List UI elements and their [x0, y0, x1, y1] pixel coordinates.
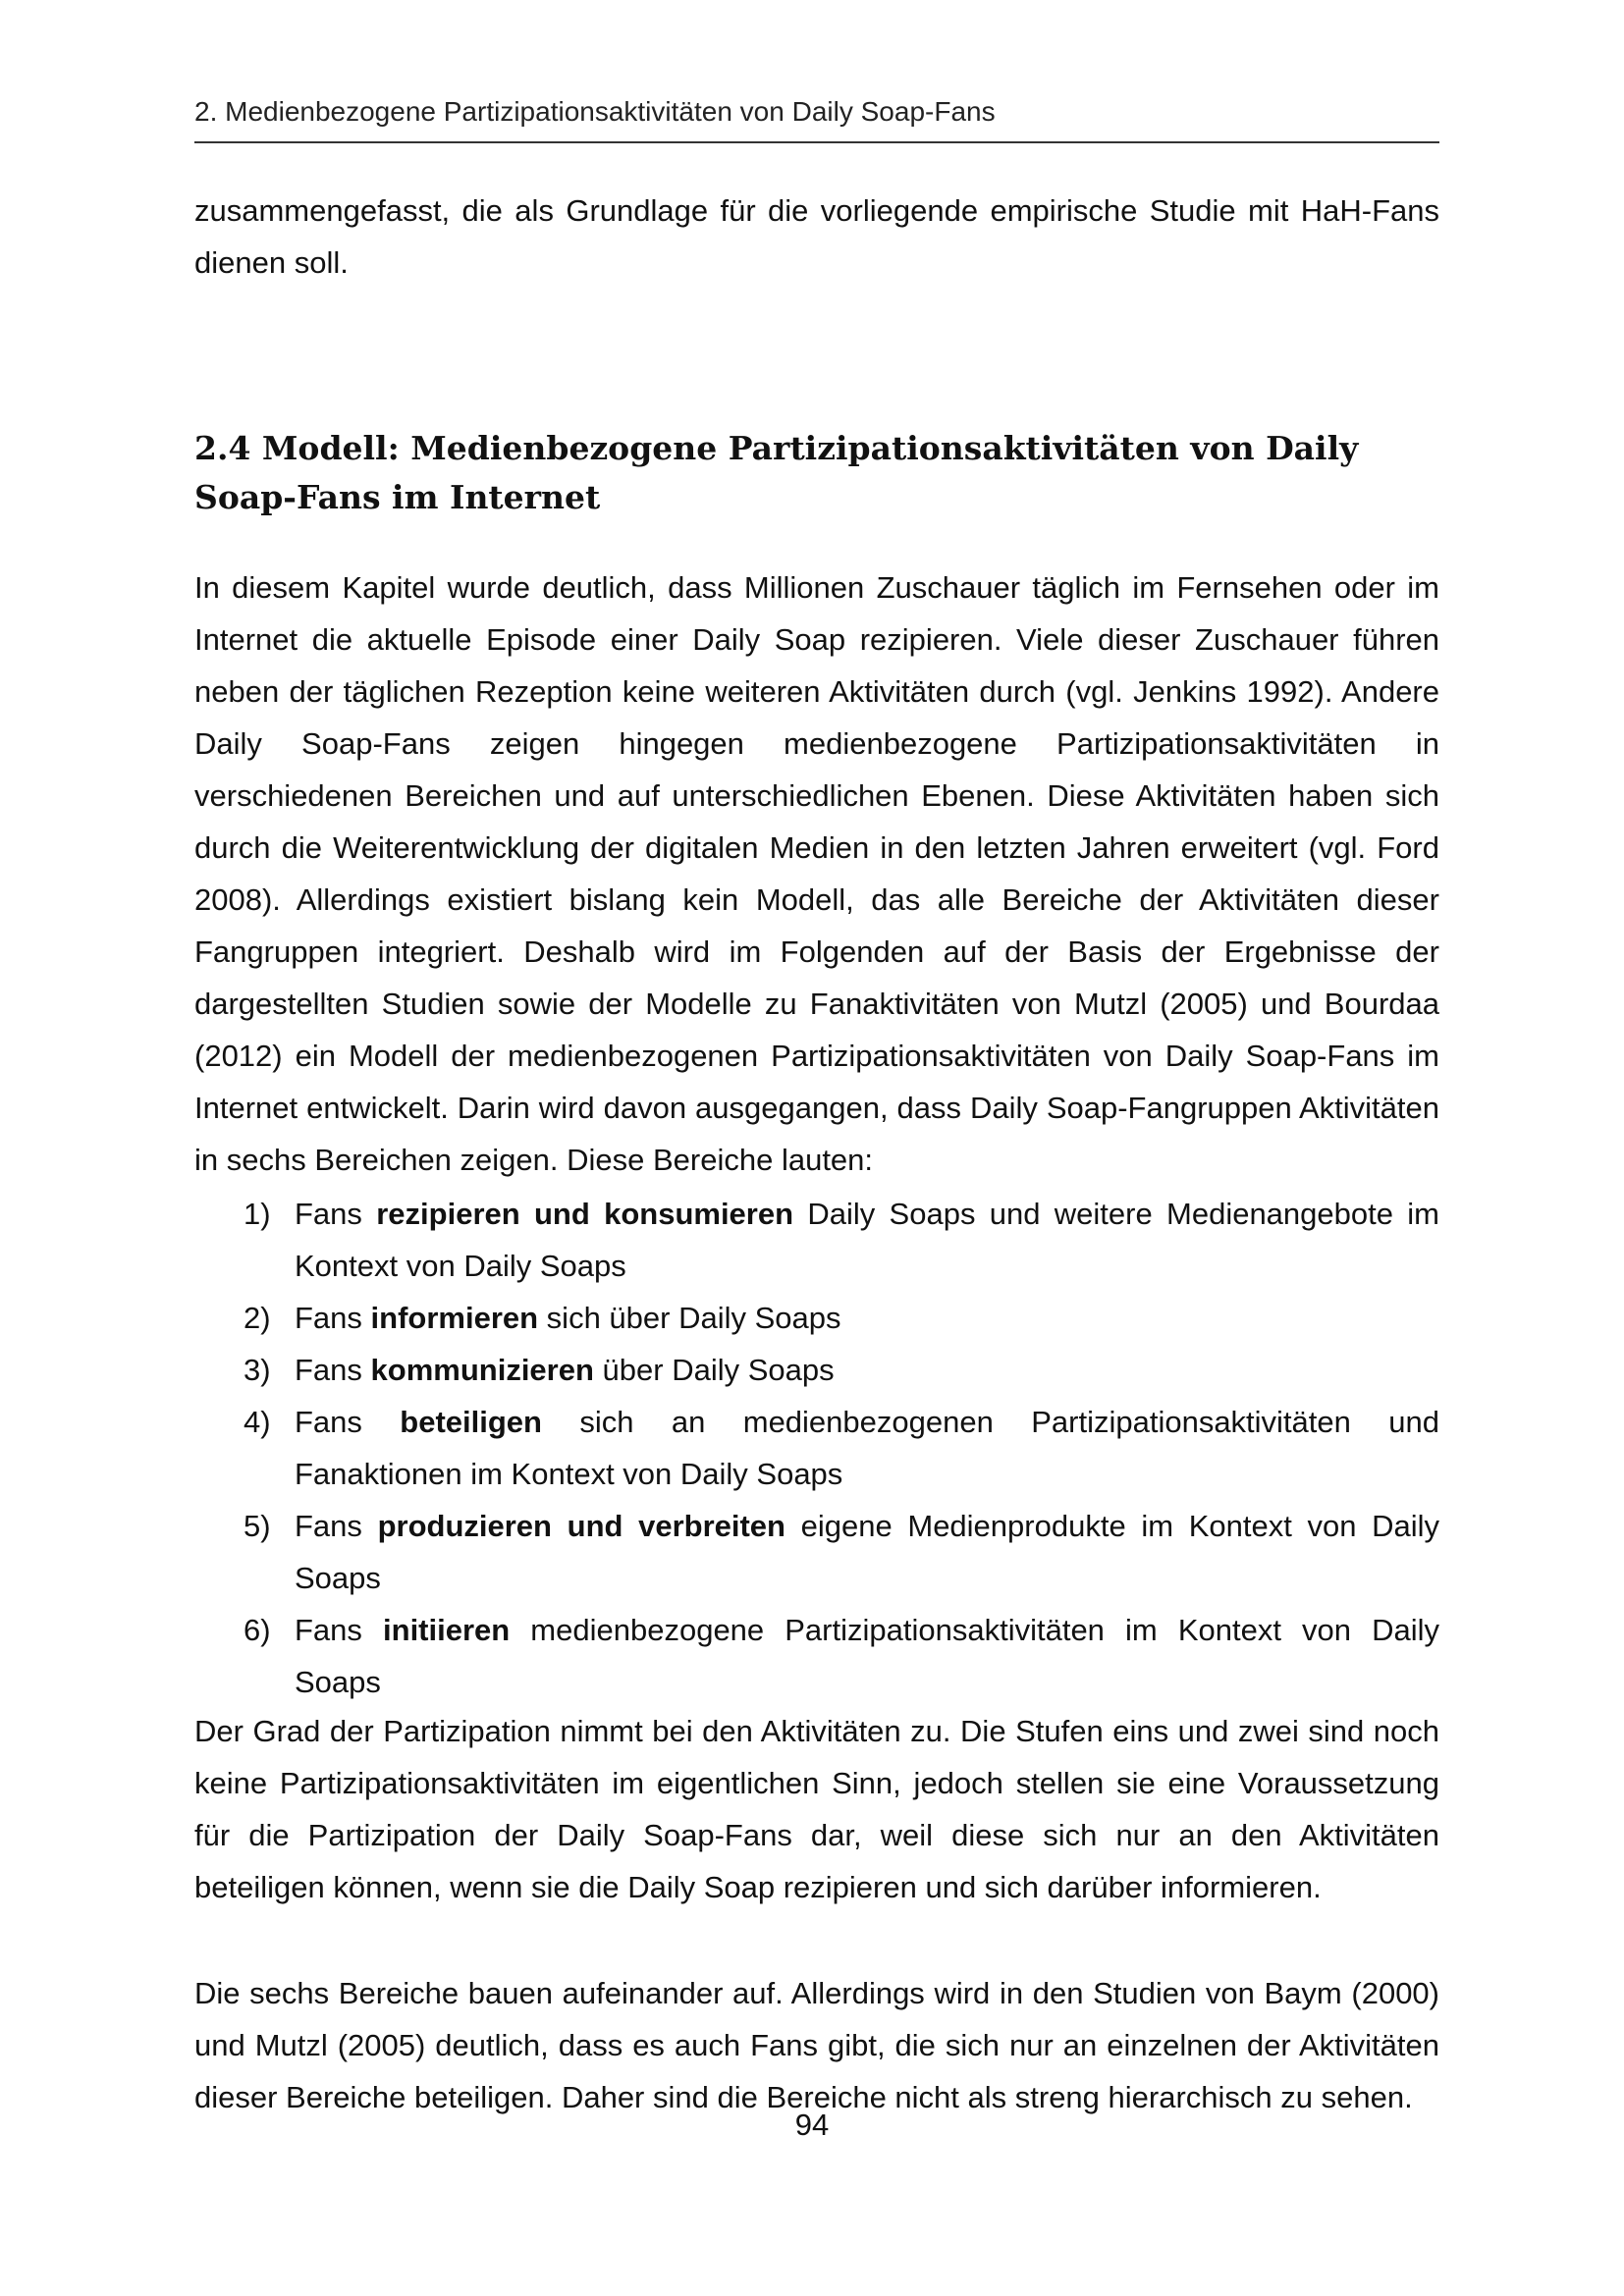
list-item-keyword: informieren	[370, 1301, 539, 1335]
list-item	[194, 1188, 1439, 1292]
list-item-prefix: Fans	[295, 1197, 377, 1231]
list-item-text: Daily Soaps und weitere Medienangebote im Kontext von Daily Soaps	[295, 1197, 1439, 1283]
page-number: 94	[794, 2108, 830, 2142]
list-item	[194, 1500, 1439, 1604]
list-item-prefix: Fans	[295, 1405, 401, 1439]
list-item-number: 4)	[244, 1405, 271, 1439]
list-item-prefix: Fans	[295, 1509, 378, 1543]
list-item-text: über Daily Soaps	[593, 1353, 835, 1387]
participation-degree-paragraph: Der Grad der Partizipation nimmt bei den Aktivitäten zu. Die Stufen eins und zwei sind noch keine Partizipationsaktivitäten im eigentlichen Sinn, jedoch stellen sie eine Voraussetzung für die Partizipation der Daily Soap-Fans dar, weil diese sich nur an den Aktivitäten beteiligen können, wenn sie die Daily Soap rezipieren und sich darüber informieren.	[194, 1714, 1439, 1904]
list-item	[194, 1344, 1439, 1396]
list-item-keyword: initiieren	[383, 1613, 511, 1647]
list-item-keyword: beteiligen	[400, 1405, 542, 1439]
header-rule	[194, 141, 1439, 143]
list-item-number: 1)	[244, 1197, 271, 1231]
list-item-text: medienbezogene Partizipationsaktivitäten im Kontext von Daily Soaps	[295, 1613, 1440, 1699]
list-item-keyword: produzieren und verbreiten	[377, 1509, 785, 1543]
activity-areas-list	[194, 1188, 1439, 1708]
main-paragraph: In diesem Kapitel wurde deutlich, dass Millionen Zuschauer täglich im Fernsehen oder im Internet die aktuelle Episode einer Daily Soap rezipieren. Viele dieser Zuschauer führen neben der täglichen Rezeption keine weiteren Aktivitäten durch (vgl. Jenkins 1992). Andere Daily Soap-Fans zeigen hingegen medienbezogene Partizipationsaktivitäten in verschiedenen Bereichen und auf unterschiedlichen Ebenen. Diese Aktivitäten haben sich durch die Weiterentwicklung der digitalen Medien in den letzten Jahren erweitert (vgl. Ford 2008). Allerdings existiert bislang kein Modell, das alle Bereiche der Aktivitäten dieser Fangruppen integriert. Deshalb wird im Folgenden auf der Basis der Ergebnisse der dargestellten Studien sowie der Modelle zu Fanaktivitäten von Mutzl (2005) und Bourdaa (2012) ein Modell der medienbezogenen Partizipationsaktivitäten von Daily Soap-Fans im Internet entwickelt. Darin wird davon ausgegangen, dass Daily Soap-Fangruppen Aktivitäten in sechs Bereichen zeigen. Diese Bereiche lauten:	[194, 570, 1439, 1177]
list-item-text: eigene Medienprodukte im Kontext von Daily Soaps	[295, 1509, 1439, 1595]
list-item-text: sich an medienbezogenen Partizipationsaktivitäten und Fanaktionen im Kontext von Daily Soaps	[295, 1405, 1439, 1491]
running-header: 2. Medienbezogene Partizipationsaktivitäten von Daily Soap-Fans	[194, 96, 996, 127]
list-item-number: 5)	[244, 1509, 271, 1543]
list-item-number: 3)	[244, 1353, 271, 1387]
list-item-number: 2)	[244, 1301, 271, 1335]
list-item	[194, 1604, 1439, 1708]
list-item	[194, 1292, 1439, 1344]
list-item-keyword: kommunizieren	[370, 1353, 594, 1387]
intro-paragraph: zusammengefasst, die als Grundlage für die vorliegende empirische Studie mit HaH-Fans dienen soll.	[194, 193, 1439, 280]
list-item	[194, 1396, 1439, 1500]
list-item-keyword: rezipieren und konsumieren	[376, 1197, 794, 1231]
list-item-prefix: Fans	[295, 1301, 371, 1335]
list-item-text: sich über Daily Soaps	[538, 1301, 841, 1335]
list-item-prefix: Fans	[295, 1613, 384, 1647]
section-heading: 2.4 Modell: Medienbezogene Partizipationsaktivitäten von Daily Soap-Fans im Internet	[194, 429, 1359, 516]
list-item-prefix: Fans	[295, 1353, 371, 1387]
list-item-number: 6)	[244, 1613, 271, 1647]
areas-hierarchy-paragraph: Die sechs Bereiche bauen aufeinander auf. Allerdings wird in den Studien von Baym (2000) und Mutzl (2005) deutlich, dass es auch Fans gibt, die sich nur an einzelnen der Aktivitäten dieser Bereiche beteiligen. Daher sind die Bereiche nicht als streng hierarchisch zu sehen.	[194, 1976, 1439, 2114]
